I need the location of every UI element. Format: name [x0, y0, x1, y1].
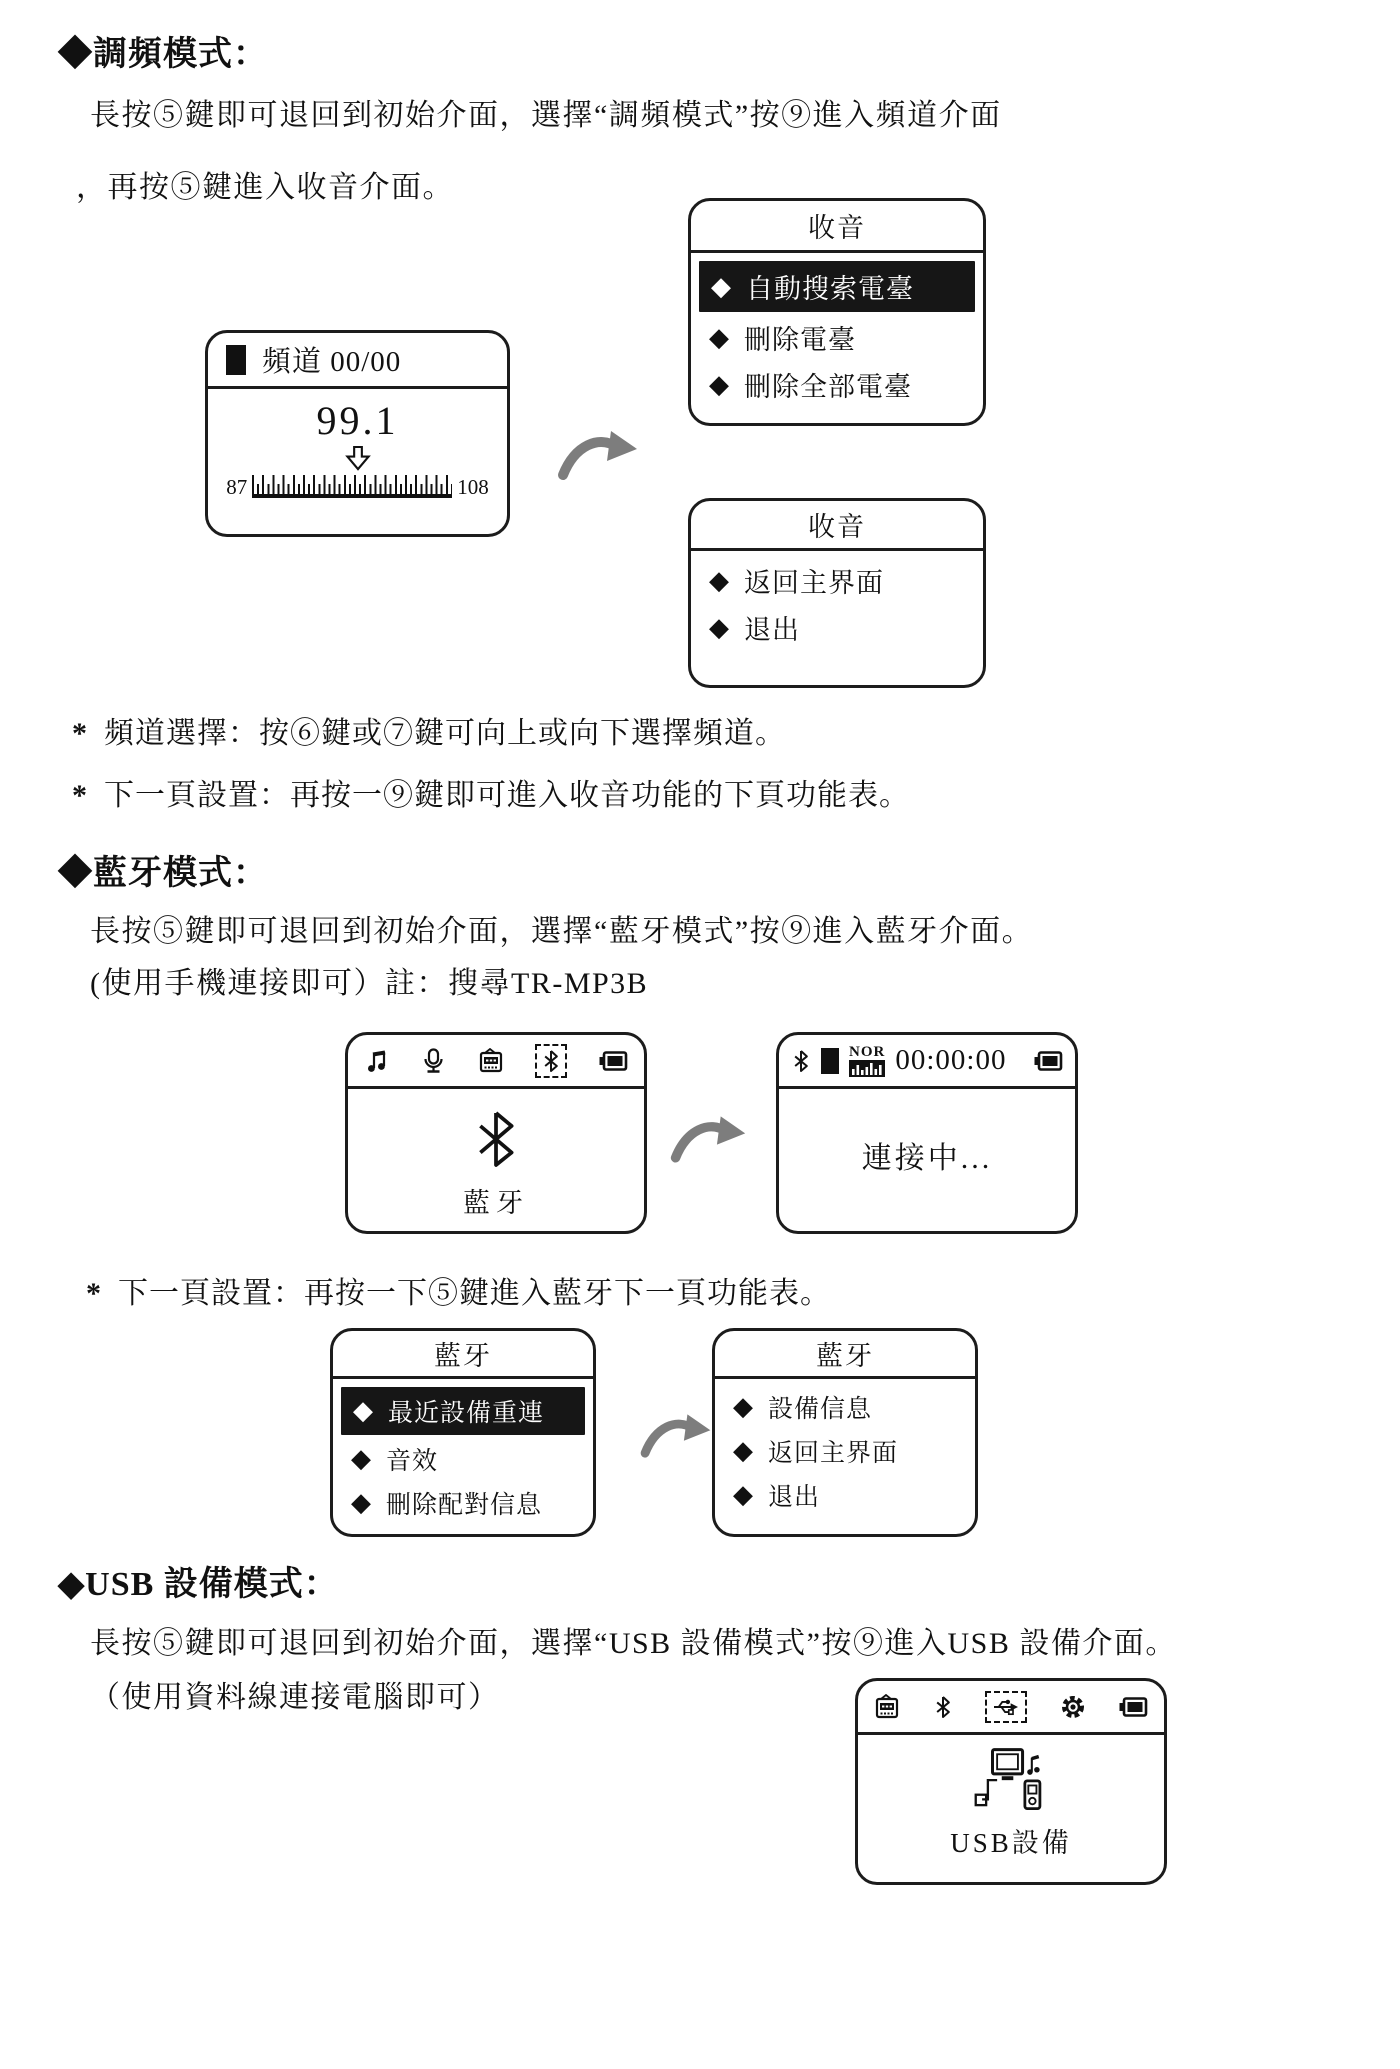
menu-item-label: 刪除電臺: [744, 325, 856, 355]
fm-channel-body: [208, 397, 507, 498]
menu-item-return-main: [715, 1429, 975, 1473]
bt-menu2-header: [715, 1331, 975, 1379]
eq-mode-label: NOR: [849, 1043, 886, 1060]
menu-item-delete-pairing: [333, 1481, 593, 1525]
usb-section-heading: ◆USB 設備模式：: [58, 1566, 339, 1603]
down-arrow-icon: [345, 446, 371, 471]
bt-main-statusbar: [348, 1035, 644, 1089]
fm-note-channel-select: [72, 708, 786, 752]
menu-item-device-info: [715, 1385, 975, 1429]
menu-item-label: 音效: [386, 1448, 439, 1475]
fm-tuning-arrow-wrap: [208, 446, 507, 471]
menu-item-label: 刪除全部電臺: [744, 372, 912, 402]
menu-item-label: 最近設備重連: [388, 1400, 545, 1427]
fm-menu1-items: [691, 253, 983, 408]
play-time: 00:00:00: [895, 1044, 1007, 1076]
diamond-icon: ◆: [709, 565, 730, 595]
selected-mode-box: [985, 1691, 1027, 1723]
fm-menu2-items: [691, 551, 983, 651]
bt-menu2-title: 藍牙: [816, 1341, 874, 1371]
menu-item-label: 返回主界面: [768, 1440, 899, 1467]
diamond-icon: ◆: [351, 1488, 372, 1517]
diamond-icon: ◆: [733, 1436, 754, 1465]
curved-arrow-icon: [555, 425, 640, 485]
bt-connect-screen: [776, 1032, 1078, 1234]
note-text: 頻道選擇：按⑥鍵或⑦鍵可向上或向下選擇頻道。: [104, 717, 786, 750]
bluetooth-icon: [541, 1048, 561, 1074]
radio-icon: [874, 1694, 900, 1720]
fm-channel-title: 頻道 00/00: [262, 346, 402, 378]
fm-scale-min: 87: [226, 475, 248, 499]
bt-paragraph-line2: (使用手機連接即可）註：搜尋TR-MP3B: [90, 967, 649, 1000]
diamond-icon: ◆: [733, 1392, 754, 1421]
usb-paragraph-line2: （使用資料線連接電腦即可）: [90, 1681, 500, 1714]
stop-icon: [226, 345, 246, 375]
bluetooth-icon: [470, 1097, 522, 1181]
bt-menu1-title: 藍牙: [434, 1341, 492, 1371]
computer-usb-icon: [974, 1743, 1048, 1821]
mic-icon: [421, 1048, 446, 1074]
bt-section-heading: ◆藍牙模式：: [58, 855, 268, 892]
diamond-icon: ◆: [353, 1396, 374, 1425]
gear-icon: [1060, 1694, 1086, 1720]
fm-scale: [208, 475, 507, 498]
bluetooth-icon: [933, 1694, 953, 1720]
fm-frequency-value: 99.1: [316, 398, 399, 443]
diamond-icon: ◆: [709, 612, 730, 642]
fm-section-heading: ◆調頻模式：: [58, 36, 268, 73]
usb-paragraph-line1: 長按⑤鍵即可退回到初始介面，選擇“USB 設備模式”按⑨進入USB 設備介面。: [90, 1627, 1177, 1660]
menu-item-exit: [691, 604, 983, 651]
usb-device-screen: [855, 1678, 1167, 1885]
fm-menu2-title: 收音: [808, 512, 866, 542]
usb-body: [858, 1735, 1164, 1860]
menu-item-delete-station: [691, 314, 983, 361]
bt-main-screen: [345, 1032, 647, 1234]
music-icon: [364, 1049, 390, 1073]
selected-mode-box: [535, 1044, 567, 1078]
usb-icon: [991, 1695, 1021, 1719]
menu-item-label: 設備信息: [768, 1396, 873, 1423]
menu-item-exit: [715, 1473, 975, 1517]
bt-menu2-screen: [712, 1328, 978, 1537]
menu-item-reconnect-device: [341, 1387, 585, 1435]
bt-menu1-items: [333, 1379, 593, 1525]
stop-icon: [821, 1048, 839, 1074]
menu-item-label: 退出: [768, 1484, 821, 1511]
bt-connect-message: 連接中...: [861, 1142, 993, 1175]
asterisk-bullet: *: [72, 779, 88, 812]
battery-icon: [1033, 1049, 1063, 1073]
fm-paragraph-line1: 長按⑤鍵即可退回到初始介面，選擇“調頻模式”按⑨進入頻道介面: [90, 99, 1002, 132]
usb-statusbar: [858, 1681, 1164, 1735]
bt-main-label: 藍牙: [463, 1188, 529, 1218]
fm-paragraph-line2: ，再按⑤鍵進入收音介面。: [76, 171, 454, 204]
bt-main-body: [348, 1089, 644, 1220]
bt-connect-statusbar: [779, 1035, 1075, 1089]
fm-radio-menu-screen: [688, 198, 986, 426]
diamond-icon: ◆: [733, 1480, 754, 1509]
fm-channel-screen: [205, 330, 510, 537]
diamond-icon: ◆: [709, 369, 730, 399]
fm-ruler: [252, 475, 452, 498]
curved-arrow-icon: [668, 1110, 748, 1168]
menu-item-label: 自動搜索電臺: [746, 274, 914, 304]
asterisk-bullet: *: [86, 1277, 102, 1310]
bt-menu1-screen: [330, 1328, 596, 1537]
equalizer-bars: [849, 1060, 885, 1077]
battery-icon: [1118, 1695, 1148, 1719]
asterisk-bullet: *: [72, 717, 88, 750]
menu-item-label: 退出: [744, 615, 800, 645]
curved-arrow-icon: [638, 1408, 713, 1463]
bt-note-next-page: [86, 1268, 831, 1312]
radio-icon: [478, 1048, 504, 1074]
fm-radio-menu2-screen: [688, 498, 986, 688]
menu-item-sound-effect: [333, 1437, 593, 1481]
diamond-icon: ◆: [709, 322, 730, 352]
diamond-icon: ◆: [711, 271, 732, 301]
fm-scale-max: 108: [457, 475, 489, 499]
bluetooth-icon: [791, 1048, 811, 1074]
bt-paragraph-line1: 長按⑤鍵即可退回到初始介面，選擇“藍牙模式”按⑨進入藍牙介面。: [90, 915, 1034, 948]
battery-icon: [598, 1049, 628, 1073]
fm-menu1-title: 收音: [808, 213, 866, 243]
menu-item-label: 刪除配對信息: [386, 1492, 543, 1519]
menu-item-return-main: [691, 557, 983, 604]
bt-menu2-items: [715, 1379, 975, 1517]
fm-note-next-page: [72, 770, 910, 814]
note-text: 下一頁設置：再按一下⑤鍵進入藍牙下一頁功能表。: [118, 1277, 831, 1310]
note-text: 下一頁設置：再按一⑨鍵即可進入收音功能的下頁功能表。: [104, 779, 910, 812]
fm-menu1-header: [691, 201, 983, 253]
bt-menu1-header: [333, 1331, 593, 1379]
fm-channel-header: [208, 333, 507, 389]
menu-item-label: 返回主界面: [744, 568, 884, 598]
menu-item-auto-search: [699, 261, 975, 312]
usb-screen-label: USB設備: [950, 1828, 1072, 1858]
fm-menu2-header: [691, 501, 983, 551]
equalizer-icon: [849, 1045, 885, 1077]
diamond-icon: ◆: [351, 1444, 372, 1473]
menu-item-delete-all-stations: [691, 361, 983, 408]
